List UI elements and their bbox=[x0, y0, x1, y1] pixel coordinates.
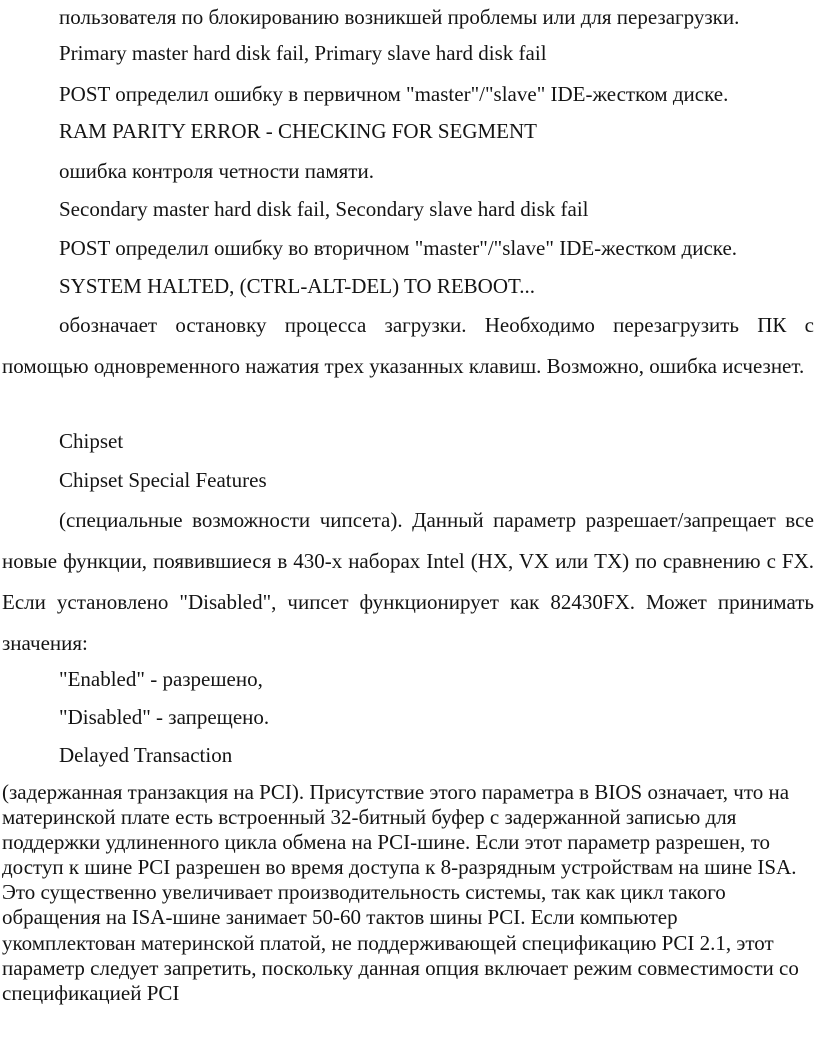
text-line-8: SYSTEM HALTED, (CTRL-ALT-DEL) TO REBOOT... bbox=[59, 274, 536, 298]
parameter-title-delayed-transaction: Delayed Transaction bbox=[59, 743, 233, 767]
text-line-5: ошибка контроля четности памяти. bbox=[59, 159, 374, 183]
value-enabled: "Enabled" - разрешено, bbox=[59, 667, 263, 691]
paragraph-halt-description: обозначает остановку процесса загрузки. Необходимо перезагрузить ПК с помощью одновременного нажатия трех указанных клавиш. Возможно, ошибка исчезнет. bbox=[2, 313, 814, 378]
parameter-title-chipset-special-features: Chipset Special Features bbox=[59, 468, 267, 492]
text-line-1: пользователя по блокированию возникшей проблемы или для перезагрузки. bbox=[59, 5, 740, 29]
value-disabled: "Disabled" - запрещено. bbox=[59, 705, 270, 729]
paragraph-delayed-transaction: (задержанная транзакция на PCI). Присутствие этого параметра в BIOS означает, что на материнской плате есть встроенный 32-битный буфер с задержанной записью для поддержки удлиненного цикла обмена на PCI-шине. Если этот параметр разрешен, то доступ к шине PCI разрешен во время доступа к 8-разрядным устройствам на шине ISA. Это существенно увеличивает производительность системы, так как цикл такого обращения на ISA-шине занимает 50-60 тактов шины PCI. Если компьютер укомплектован материнской платой, не поддерживающей спецификацию PCI 2.1, этот параметр следует запретить, поскольку данная опция включает режим совместимости со спецификацией PCI bbox=[2, 780, 799, 1005]
text-line-3: POST определил ошибку в первичном "master"/"slave" IDE-жестком диске. bbox=[59, 82, 729, 106]
paragraph-chipset-features: (специальные возможности чипсета). Данный параметр разрешает/запрещает все новые функции, появившиеся в 430-х наборах Intel (HX, VX или TX) по сравнению с FX. Если установлено "Disabled", чипсет функционирует как 82430FX. Может принимать значения: bbox=[2, 508, 814, 655]
text-line-7: POST определил ошибку во вторичном "master"/"slave" IDE-жестком диске. bbox=[59, 236, 738, 260]
section-heading-chipset: Chipset bbox=[59, 429, 124, 453]
text-line-4: RAM PARITY ERROR - CHECKING FOR SEGMENT bbox=[59, 119, 537, 143]
text-line-6: Secondary master hard disk fail, Secondary slave hard disk fail bbox=[59, 197, 589, 221]
text-line-2: Primary master hard disk fail, Primary slave hard disk fail bbox=[59, 41, 547, 65]
